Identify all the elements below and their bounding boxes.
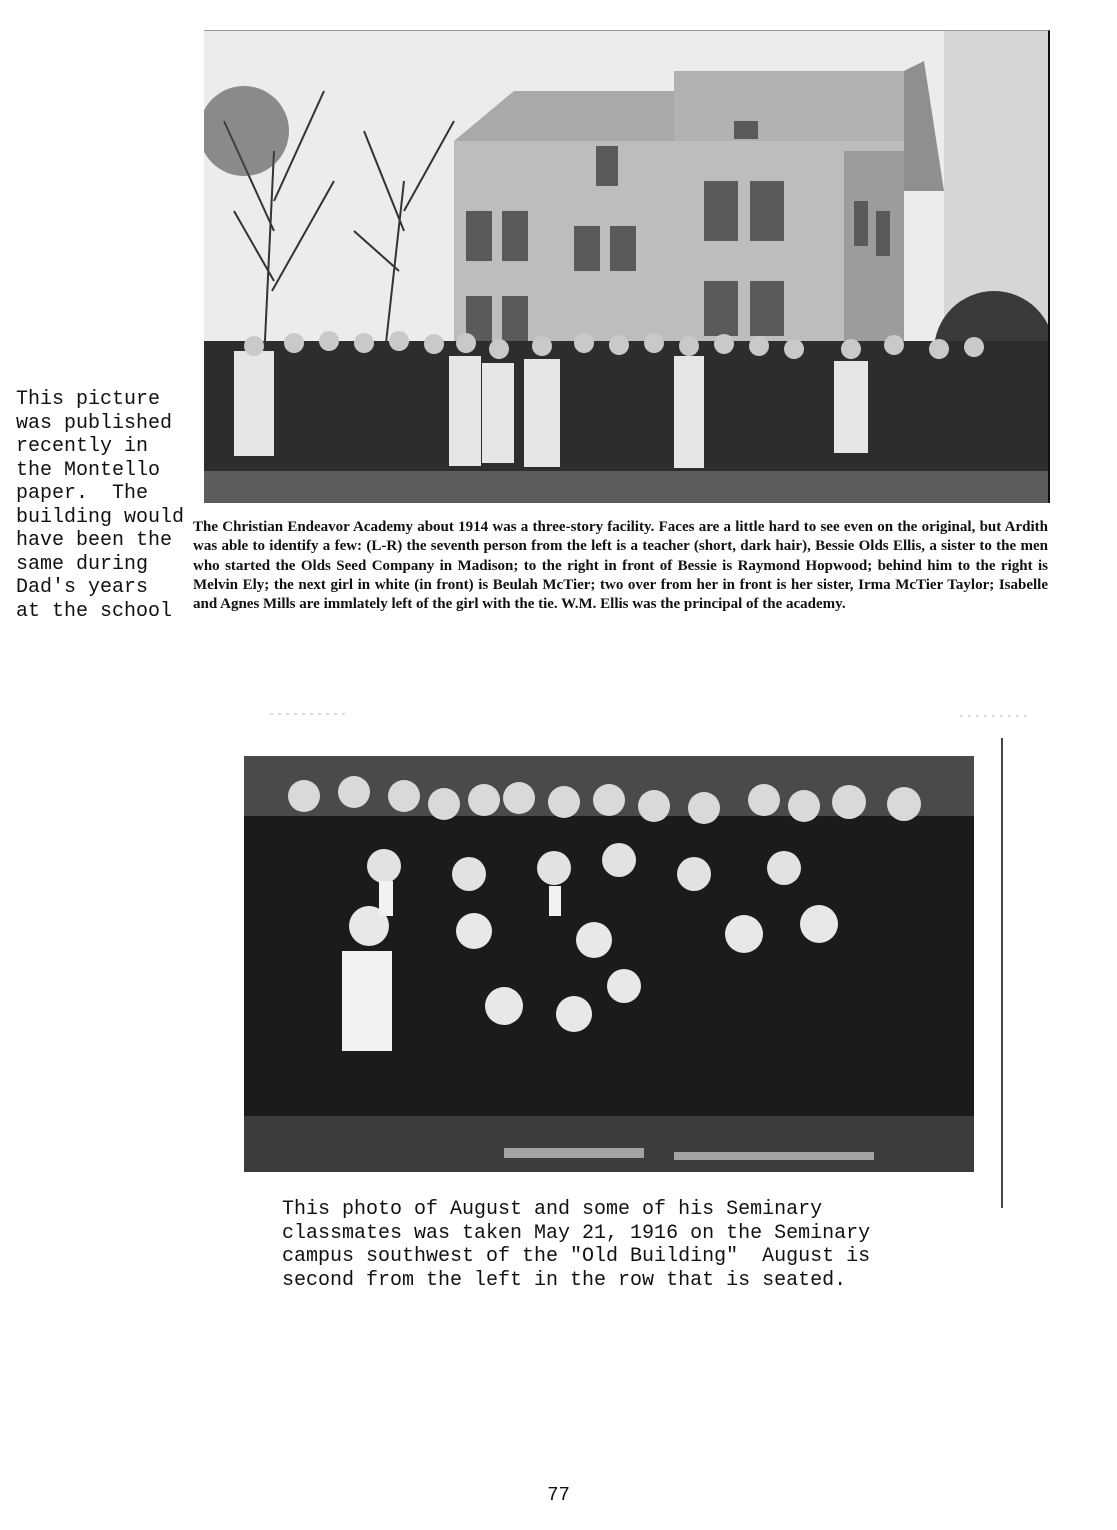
page-number: 77 [547, 1484, 570, 1506]
margin-note: This picture was published recently in the Montello paper. The building would have been the same during Dad's years at the school [16, 388, 185, 623]
seminary-photo-caption: This photo of August and some of his Seminary classmates was taken May 21, 1916 on the Seminary campus southwest of the "Old Building" August is second from the left in the row that is seated. [282, 1198, 871, 1292]
academy-photo-illustration [204, 31, 1048, 503]
academy-photo [204, 30, 1050, 503]
seminary-photo-illustration [244, 756, 974, 1172]
academy-photo-caption: The Christian Endeavor Academy about 1914 was a three-story facility. Faces are a little hard to see even on the original, but Ardith was able to identify a few: (L-R) the seventh person from the left is a teacher (short, dark hair), Bessie Olds Ellis, a sister to the men who started the Olds Seed Company in Madison; to the right in front of Bessie is Raymond Hopwood; behind him to the right is Melvin Ely; the next girl in white (in front) is Beulah McTier; two over from her in front is her sister, Irma McTier Taylor; Isabelle and Agnes Mills are immlately left of the girl with the tie. W.M. Ellis was the principal of the academy. [193, 519, 1048, 613]
seminary-group-photo [244, 756, 974, 1172]
scan-edge-line [1001, 738, 1003, 1208]
scan-marks [270, 708, 1030, 722]
